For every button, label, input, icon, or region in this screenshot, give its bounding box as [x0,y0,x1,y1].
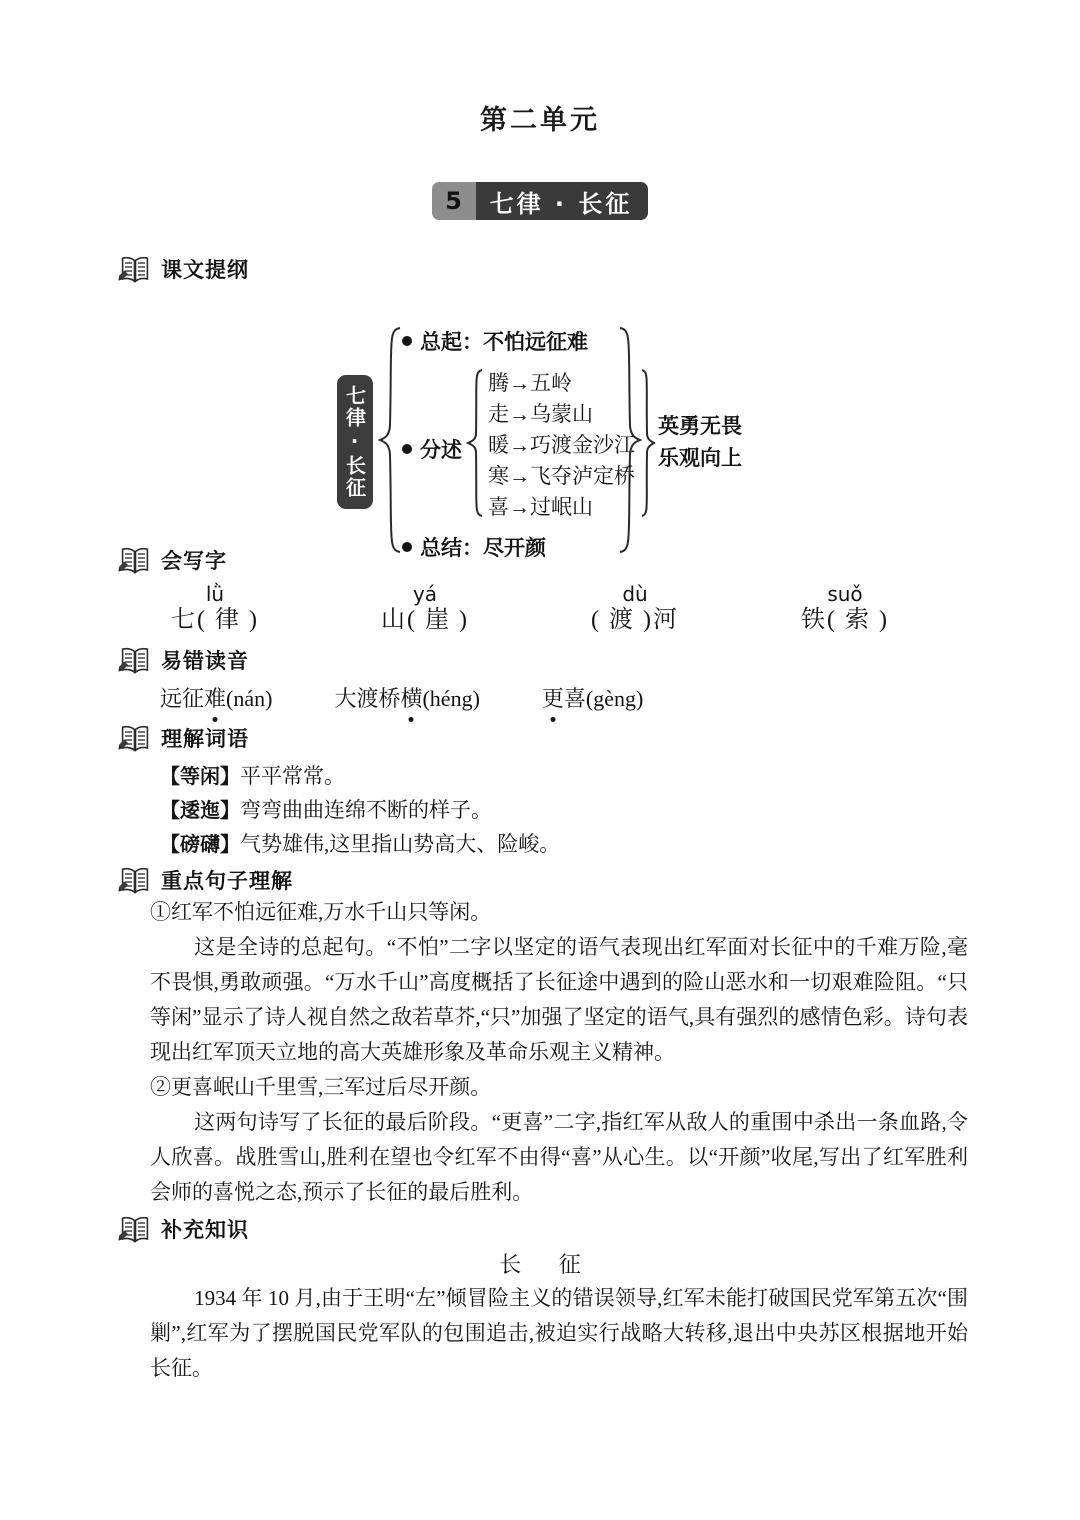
bullet-dot [402,444,412,454]
unit-title: 第二单元 [480,105,600,136]
vocabulary-definition: 气势雄伟,这里指山势高大、险峻。 [240,832,561,856]
key-sentence-analysis: 这两句诗写了长征的最后阶段。“更喜”二字,指红军从敌人的重围中杀出一条血路,令人欣喜。战胜雪山,胜利在望也令红军不由得“喜”从心生。以“开颜”收尾,写出了红军胜利会师的喜悦之态,预示了长征的最后胜利。 [150,1110,968,1204]
char-word: 铁( 索 ) [801,607,889,633]
vocabulary-definition: 平平常常。 [240,764,345,788]
outline-row-conclusion [402,532,546,562]
char-word: ( 渡 )河 [591,607,679,633]
pron-prefix: 大渡桥 [334,686,401,711]
pinyin: dù [622,582,648,606]
outline-brace-left [378,326,402,554]
section-heading-extra-knowledge [118,1214,1080,1244]
vocabulary-entry [160,793,1080,827]
book-icon [118,545,152,575]
outline-sub-item: 喜→过岷山 [488,495,593,519]
vocabulary-term: 【逶迤】 [160,798,240,822]
vocabulary-entry [160,759,1080,793]
tricky-pron-item [542,682,643,713]
lesson-title: 七律 · 长征 [476,182,649,220]
pinyin: lǜ [205,582,225,606]
lesson-badge [432,182,649,220]
key-sentence-analysis: 这是全诗的总起句。“不怕”二字以坚定的语气表现出红军面对长征中的千难万险,毫不畏惧,勇敢顽强。“万水千山”高度概括了长征途中遇到的险山恶水和一切艰难险阻。“只等闲”显示了诗人视自然之敌若草芥,“只”加强了坚定的语气,具有强烈的感情色彩。诗句表现出红军顶天立地的高大英雄形象及革命乐观主义精神。 [150,935,968,1064]
outline-brace-sub-right [640,368,656,518]
pron-prefix: 远征 [160,686,205,711]
write-chars-row [150,583,1080,635]
tricky-pron-item [334,682,479,713]
section-heading-outline [118,254,1080,284]
book-icon [118,254,152,284]
vocabulary-list [160,759,1080,861]
outline-conclusion [658,410,742,474]
key-sentences-block [150,895,968,1210]
section-label: 会写字 [161,549,227,573]
char-word: 山( 崖 ) [381,607,469,633]
lesson-badge-wrap [0,182,1080,220]
outline-sub-list [488,370,635,520]
outline-sub-item: 腾→五岭 [488,371,572,395]
outline-brace-sub-left [466,368,484,518]
write-char-item [150,583,280,635]
outline-row-label: 总起：不怕远征难 [420,330,588,354]
pinyin: suǒ [827,582,863,606]
vocabulary-term: 【等闲】 [160,764,240,788]
section-label: 课文提纲 [161,258,249,282]
pron-emphasis-char: 难 [204,682,226,713]
vocabulary-term: 【磅礴】 [160,832,240,856]
outline-row-detail [402,434,462,464]
pron-suffix: 喜(gèng) [563,686,644,711]
tricky-pron-row [160,682,1080,713]
pron-emphasis-char: 横 [400,682,422,713]
section-label: 理解词语 [161,727,249,751]
key-sentence: ①红军不怕远征难,万水千山只等闲。 [150,900,492,924]
write-char-item [360,583,490,635]
outline-conclusion-line: 乐观向上 [658,446,742,470]
lesson-number: 5 [432,182,476,220]
extra-knowledge-paragraph: 1934 年 10 月,由于王明“左”倾冒险主义的错误领导,红军未能打破国民党军第五次“围剿”,红军为了摆脱国民党军队的包围追击,被迫实行战略大转移,退出中央苏区根据地开始长征。 [150,1286,968,1380]
write-char-item [780,583,910,635]
tricky-pron-item [160,682,272,713]
outline-row-label: 分述 [420,438,462,462]
book-icon [118,645,152,675]
vocabulary-definition: 弯弯曲曲连绵不断的样子。 [240,798,492,822]
section-label: 重点句子理解 [161,869,293,893]
outline-row-start [402,326,588,356]
write-char-item [570,583,700,635]
bullet-dot [402,542,412,552]
bullet-dot [402,336,412,346]
section-heading-write-chars [118,545,1080,575]
pron-emphasis-char: 更 [542,682,564,713]
book-icon [118,1214,152,1244]
book-icon [118,723,152,753]
char-word: 七( 律 ) [171,607,259,633]
vocabulary-entry [160,827,1080,861]
section-label: 补充知识 [161,1218,249,1242]
book-icon [118,865,152,895]
section-heading-tricky-pron [118,645,1080,675]
section-heading-vocabulary [118,723,1080,753]
outline-conclusion-line: 英勇无畏 [658,414,742,438]
pron-suffix: (nán) [226,686,273,711]
outline-sub-item: 走→乌蒙山 [488,402,593,426]
extra-knowledge-title: 长 征 [499,1252,597,1277]
section-label: 易错读音 [161,649,249,673]
key-sentence: ②更喜岷山千里雪,三军过后尽开颜。 [150,1075,492,1099]
section-heading-key-sentences [118,865,1080,895]
outline-sub-item: 寒→飞夺泸定桥 [488,464,635,488]
extra-knowledge-block [150,1281,968,1386]
outline-diagram [0,290,1080,560]
pron-suffix: (héng) [422,686,480,711]
outline-row-label: 总结：尽开颜 [420,536,546,560]
outline-vertical-label: 七律·长征 [337,375,373,509]
textbook-page [0,98,1080,1520]
pinyin: yá [412,582,438,606]
outline-sub-item: 暖→巧渡金沙江 [488,433,635,457]
